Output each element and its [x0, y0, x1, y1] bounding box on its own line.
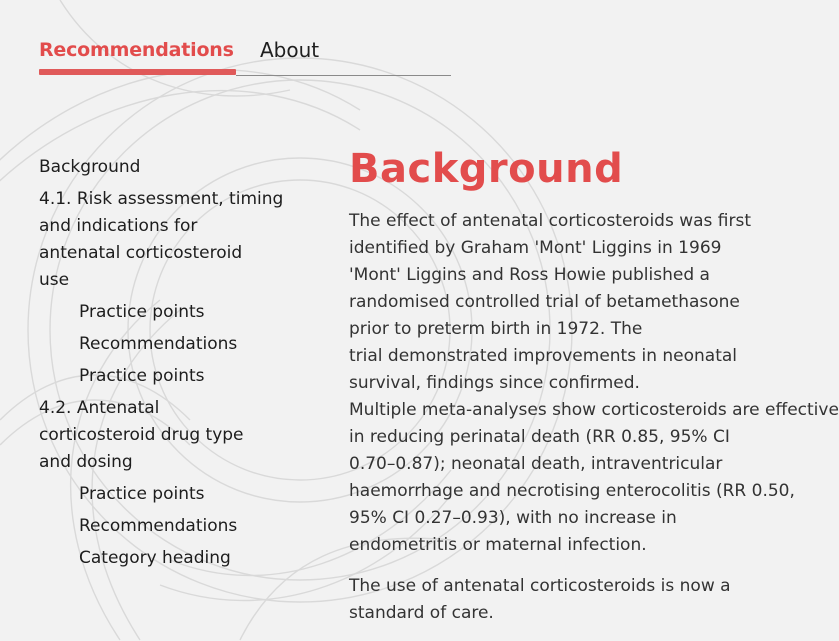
toc-line: and indications for — [39, 216, 198, 236]
toc-item-practice-points[interactable]: Practice points — [79, 366, 205, 386]
paragraph-line: prior to preterm birth in 1972. The — [349, 319, 643, 339]
background-paragraph — [349, 208, 839, 559]
paragraph-line: The use of antenatal corticosteroids is now a — [349, 576, 731, 596]
paragraph-line: Multiple meta-analyses show corticosteroids are effective — [349, 400, 839, 420]
toc-item-4-1-risk-assessment[interactable] — [39, 186, 299, 294]
toc-item-recommendations[interactable]: Recommendations — [79, 334, 238, 354]
paragraph-line: haemorrhage and necrotising enterocolitis (RR 0.50, — [349, 481, 795, 501]
paragraph-line: standard of care. — [349, 603, 494, 623]
toc-item-practice-points[interactable]: Practice points — [79, 302, 205, 322]
toc-line: and dosing — [39, 452, 133, 472]
paragraph-line: The effect of antenatal corticosteroids was first — [349, 211, 752, 231]
paragraph-line: survival, findings since confirmed. — [349, 373, 640, 393]
tab-bar-divider — [236, 75, 451, 76]
paragraph-line: in reducing perinatal death (RR 0.85, 95% CI — [349, 427, 730, 447]
paragraph-line: randomised controlled trial of betamethasone — [349, 292, 740, 312]
tab-recommendations[interactable]: Recommendations — [39, 39, 234, 61]
toc-line: corticosteroid drug type — [39, 425, 244, 445]
toc-line: use — [39, 270, 70, 290]
toc-item-4-2-drug-type-dosing[interactable] — [39, 395, 299, 476]
table-of-contents — [39, 154, 299, 577]
toc-item-background[interactable]: Background — [39, 157, 141, 177]
paragraph-line: 0.70–0.87); neonatal death, intraventricular — [349, 454, 723, 474]
paragraph-line: 95% CI 0.27–0.93), with no increase in — [349, 508, 677, 528]
paragraph-line: endometritis or maternal infection. — [349, 535, 647, 555]
toc-item-practice-points[interactable]: Practice points — [79, 484, 205, 504]
paragraph-line: identified by Graham 'Mont' Liggins in 1969 — [349, 238, 722, 258]
active-tab-indicator — [39, 69, 236, 75]
toc-item-recommendations[interactable]: Recommendations — [79, 516, 238, 536]
toc-item-category-heading[interactable]: Category heading — [79, 548, 231, 568]
toc-line: antenatal corticosteroid — [39, 243, 243, 263]
paragraph-line: 'Mont' Liggins and Ross Howie published a — [349, 265, 710, 285]
background-paragraph — [349, 573, 731, 627]
section-heading: Background — [349, 146, 624, 192]
top-tab-bar — [0, 0, 451, 77]
toc-line: 4.2. Antenatal — [39, 398, 160, 418]
tab-about[interactable]: About — [260, 38, 320, 62]
toc-line: 4.1. Risk assessment, timing — [39, 189, 284, 209]
paragraph-line: trial demonstrated improvements in neonatal — [349, 346, 738, 366]
main-content — [349, 142, 839, 641]
